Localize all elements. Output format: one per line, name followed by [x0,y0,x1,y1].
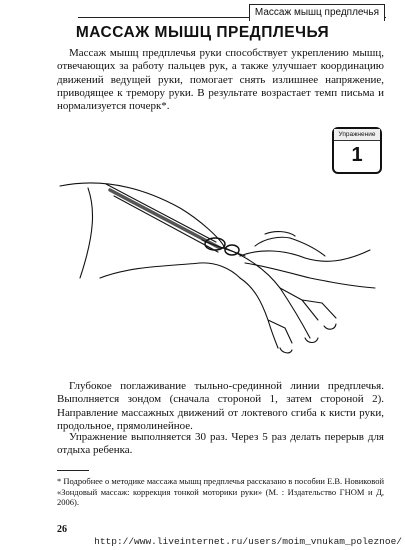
exercise-label: Упражнение [334,129,380,141]
subject-hand [225,248,310,338]
watermark-url: http://www.liveinternet.ru/users/moim_vnukam_poleznoe/ [94,536,402,547]
massage-line [110,190,220,248]
massager-hand [240,250,370,261]
footnote-rule [57,470,89,471]
instruction-paragraph: Глубокое поглаживание тыльно-срединной линии предплечья. Выполняется зондом (сначала стороной 1, затем стороной 2). Направление массажных движений от локтевого сгиба к кисти руки, продольное, прямолинейное. [57,380,384,432]
running-header: Массаж мышц предплечья [249,4,385,21]
elbow-crease [80,188,93,278]
page-title: МАССАЖ МЫШЦ ПРЕДПЛЕЧЬЯ [75,24,330,41]
page-number: 26 [57,524,67,535]
exercise-number: 1 [351,144,363,166]
repetition-paragraph: Упражнение выполняется 30 раз. Через 5 раз делать перерыв для отдыха ребенка. [57,431,384,457]
forearm-outline-bottom [100,263,240,278]
footnote: * Подробнее о методике массажа мышц предплечья рассказано в пособии Е.В. Новиковой «Зондовый массаж: коррекция тонкой моторики руки» (М. : Издательство ГНОМ и Д, 2006). [57,476,384,507]
intro-paragraph: Массаж мышц предплечья руки способствует укреплению мышц, отвечающих за работу пальцев рук, а также улучшает координацию движений ведущей руки, помогает снять излишнее напряжение, приводящее к тремору руки. В результате возрастает темп письма и нормализуется почерк*. [57,47,384,113]
forearm-massage-illustration [40,138,380,368]
